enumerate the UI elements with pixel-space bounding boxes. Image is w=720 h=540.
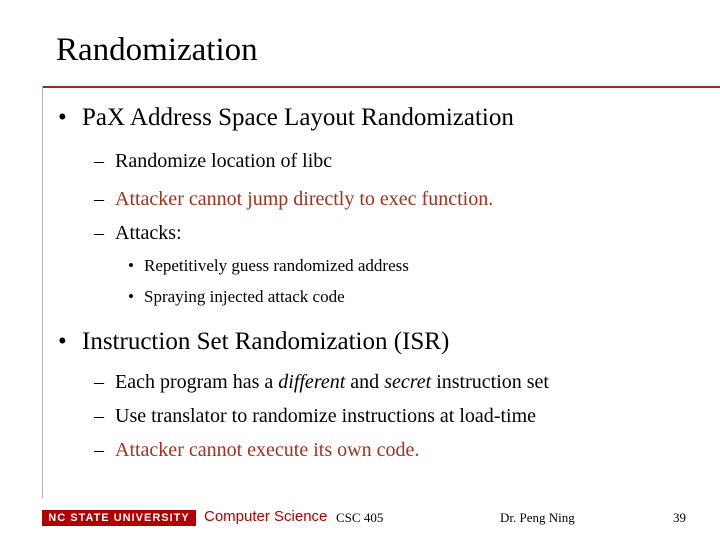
dash-marker: – bbox=[94, 439, 104, 461]
author-label: Dr. Peng Ning bbox=[500, 510, 575, 525]
bullet-aslr bbox=[58, 103, 514, 133]
university-logo: NC STATE UNIVERSITY bbox=[42, 510, 196, 526]
left-divider bbox=[42, 86, 43, 498]
sub-bullet-attacker-cannot-jump bbox=[94, 186, 493, 212]
page-number: 39 bbox=[673, 510, 686, 525]
sub-bullet-each-program bbox=[94, 369, 549, 395]
sub-bullet-use-translator bbox=[94, 403, 536, 429]
sub-sub-bullet-spraying bbox=[128, 286, 345, 308]
sub-sub-bullet-text: Repetitively guess randomized address bbox=[144, 256, 409, 275]
title-divider bbox=[42, 86, 720, 88]
emphasis-different: different bbox=[278, 371, 346, 393]
dash-marker: – bbox=[94, 371, 104, 393]
dash-marker: – bbox=[94, 405, 104, 427]
course-label: CSC 405 bbox=[336, 510, 384, 525]
sub-bullet-attacker-cannot-execute bbox=[94, 437, 419, 463]
sub-bullet-text-after: instruction set bbox=[431, 371, 549, 393]
sub-bullet-randomize-libc bbox=[94, 148, 332, 174]
dash-marker: – bbox=[94, 150, 104, 172]
sub-sub-bullet-guess-address bbox=[128, 255, 409, 277]
bullet-text: Instruction Set Randomization (ISR) bbox=[82, 328, 450, 355]
bullet-marker: • bbox=[58, 328, 67, 355]
sub-bullet-text-before: Each program has a bbox=[115, 371, 279, 393]
bullet-isr bbox=[58, 327, 449, 357]
slide-title: Randomization bbox=[56, 32, 258, 68]
department-label: Computer Science bbox=[204, 508, 328, 525]
sub-bullet-text-mid: and bbox=[345, 371, 385, 393]
sub-bullet-attacks bbox=[94, 220, 182, 246]
sub-bullet-text: Use translator to randomize instructions at load-time bbox=[115, 405, 536, 427]
bullet-marker: • bbox=[128, 287, 134, 306]
sub-bullet-text: Attacker cannot execute its own code. bbox=[115, 439, 420, 461]
bullet-marker: • bbox=[128, 256, 134, 275]
sub-bullet-text: Randomize location of libc bbox=[115, 150, 333, 172]
emphasis-secret: secret bbox=[384, 371, 432, 393]
sub-sub-bullet-text: Spraying injected attack code bbox=[144, 287, 345, 306]
bullet-text: PaX Address Space Layout Randomization bbox=[82, 104, 514, 131]
bullet-marker: • bbox=[58, 104, 67, 131]
sub-bullet-text: Attacker cannot jump directly to exec function. bbox=[115, 188, 494, 210]
dash-marker: – bbox=[94, 188, 104, 210]
sub-bullet-text: Attacks: bbox=[115, 222, 182, 244]
dash-marker: – bbox=[94, 222, 104, 244]
